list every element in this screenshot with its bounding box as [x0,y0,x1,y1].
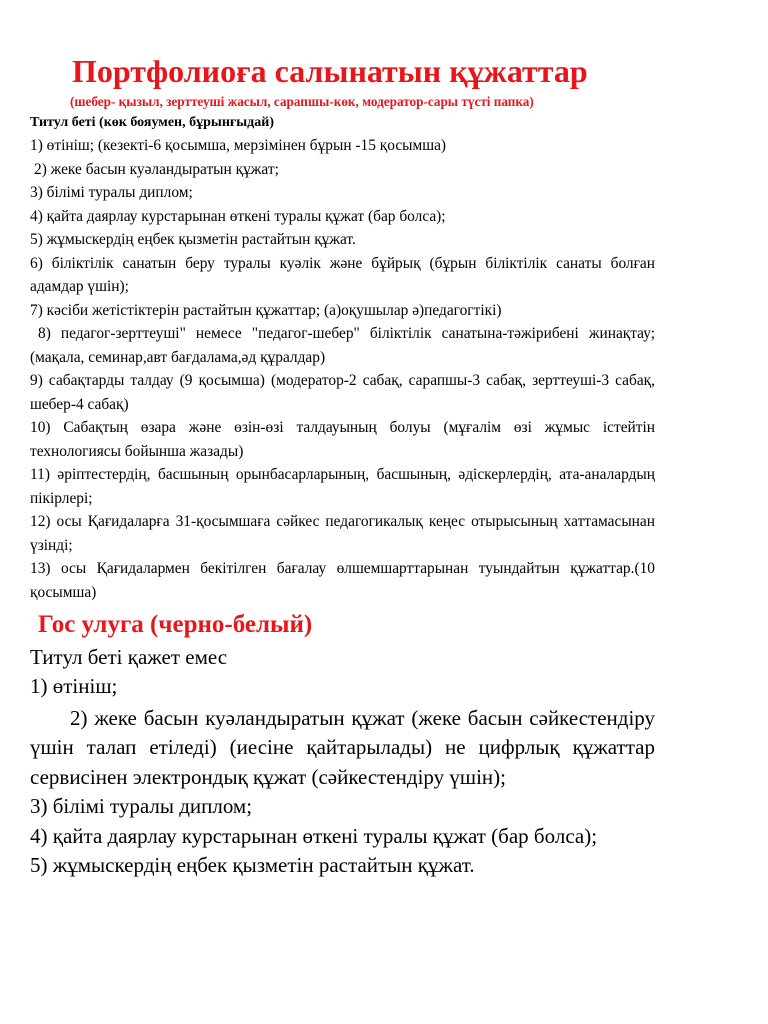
list-item: 6) біліктілік санатын беру туралы куәлік және бұйрық (бұрын біліктілік санаты болған адамдар үшін); [30,254,655,295]
list-item: 2) жеке басын куәландыратын құжат (жеке басын сәйкестендіру үшін талап етіледі) (иесіне қайтарылады) не цифрлық құжаттар сервисінен электрондық құжат (сәйкестендіру үшін); [30,705,655,789]
section2-title: Гос улуга (черно-белый) [38,611,313,638]
list-item: 3) білімі туралы диплом; [30,184,193,201]
document-title: Портфолиоға салынатын құжаттар [72,53,588,89]
list-item: 3) білімі туралы диплом; [30,794,253,818]
list-item: 4) қайта даярлау курстарынан өткені туралы құжат (бар болса); [30,823,598,848]
section2-list [30,672,655,881]
list-item: 13) осы Қағидалармен бекітілген бағалау өлшемшарттарынан туындайтын құжаттар.(10 қосымша) [30,560,655,601]
section2-lead: Титул беті қажет емес [30,645,228,669]
list-item: 11) әріптестердің, басшының орынбасарларының, басшының, әдіскерлердің, ата-аналардың пікірлері; [30,466,655,507]
section1-list [30,134,655,604]
list-item: 8) педагог-зерттеуші" немесе "педагог-шебер" біліктілік санатына-тәжірибені жинақтау; (мақала, семинар,авт бағдалама,әд құралдар) [30,325,655,366]
list-item: 10) Сабақтың өзара және өзін-өзі талдауының болуы (мұғалім өзі жұмыс істейтін технологиясы бойынша жазады) [30,419,655,460]
list-item: 2) жеке басын куәландыратын құжат; [34,160,279,178]
list-item: 5) жұмыскердің еңбек қызметін растайтын құжат. [30,231,356,248]
list-item: 5) жұмыскердің еңбек қызметін растайтын құжат. [30,853,475,877]
list-item: 4) қайта даярлау курстарынан өткені туралы құжат (бар болса); [30,207,446,225]
list-item: 9) сабақтарды талдау (9 қосымша) (модератор-2 сабақ, сарапшы-3 сабақ, зерттеуші-3 сабақ, шебер-4 сабақ) [30,372,655,413]
list-item: 1) өтініш; [30,674,118,698]
document-subtitle: (шебер- қызыл, зерттеуші жасыл, сарапшы-көк, модератор-сары түсті папка) [70,94,534,109]
list-item: 12) осы Қағидаларға 31-қосымшаға сәйкес педагогикалық кеңес отырысының хаттамасынан үзінді; [30,513,655,554]
list-item: 1) өтініш; (кезекті-6 қосымша, мерзімінен бұрын -15 қосымша) [30,137,447,154]
list-item: 7) кәсіби жетістіктерін растайтын құжаттар; (а)оқушылар ә)педагогтікі) [30,301,502,319]
section1-lead: Титул беті (көк бояумен, бұрынғыдай) [30,115,274,130]
